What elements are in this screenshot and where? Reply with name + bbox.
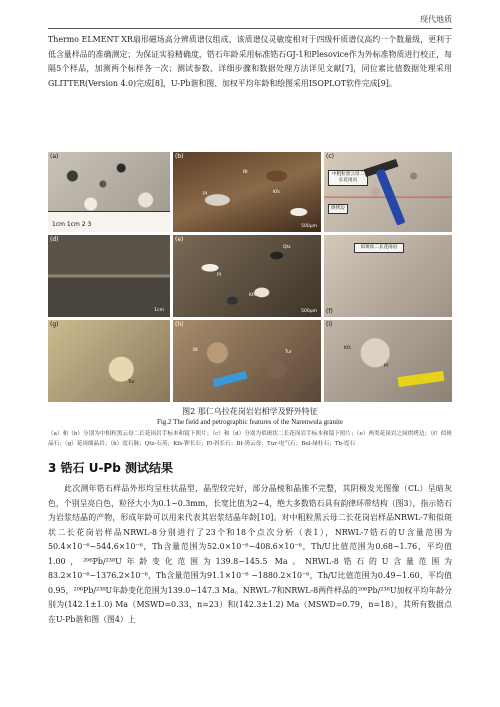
sign-baked-margin: 烘烤边: [328, 204, 348, 214]
sign-porphyritic-unit: 似斑状二长花岗岩: [354, 243, 404, 253]
figure-2: [48, 152, 452, 402]
mineral-label: Tur: [285, 350, 292, 355]
mineral-label: Qtz: [283, 245, 291, 250]
figure-caption-cn: 图2 那仁乌拉花岗岩岩相学及野外特征: [182, 407, 318, 416]
mineral-label: Kfs: [273, 190, 280, 195]
ruler-label: 1cm 1cm 2 3: [52, 221, 92, 228]
panel-d-hand-specimen: [48, 235, 170, 317]
mineral-label: Bt: [243, 170, 248, 175]
section-paragraph: 此次测年锆石样品外形均呈柱状晶型，晶型较完好，部分晶棱和晶锥不完整，其阴极发光图像（CL）呈暗灰色，个别呈亮白色，粒径大小为0.1~0.3mm，长宽比值为2~4，绝大多数锆石具有韵律环带结构（图3），指示锆石为岩浆结晶的产物，形成年龄可以用来代表其岩浆结晶年龄[10]。对中粗粒黑云母二长花岗岩样品NRWL-7和似斑状二长花岗岩样品NRWL-8分别进行了23个和18个点次分析（表1），NRWL-7锆石的U含量范围为50.4×10⁻⁶~544.6×10⁻⁶，Th含量范围为52.0×10⁻⁶~408.6×10⁻⁶，Th/U比值范围为0.68~1.76，平均值1.00，²⁰⁶Pb/²³⁸U年龄变化范围为139.8~145.5 Ma。NRWL-8锆石的U含量范围为83.2×10⁻⁶~1376.2×10⁻⁶，Th含量范围为91.1×10⁻⁶ ~1880.2×10⁻⁶，Th/U比值范围为0.49~1.60，平均值0.95，²⁰⁶Pb/²³⁸U年龄变化范围为139.0~147.3 Ma。NRWL-7和NRWL-8两件样品的²⁰⁶Pb/²³⁸U加权平均年龄分别为(142.1±1.0) Ma（MSWD=0.33，n=23）和(142.3±1.2) Ma（MSWD=0.79，n=18），其所有数据点在U-Pb谐和图（图4）上: [48, 484, 452, 624]
hammer-handle: [375, 168, 405, 225]
mineral-label: Kfs: [249, 293, 256, 298]
panel-label: (c): [326, 153, 334, 160]
scale-bar-label: 500μm: [301, 224, 317, 229]
panel-c-field-contact: [324, 152, 452, 232]
panel-f-field: [324, 235, 452, 317]
panel-h-outcrop: [173, 320, 321, 402]
figure-caption-en: Fig.2 The field and petrographic features of the Narenwula granite: [156, 418, 344, 426]
mineral-label: Pl: [384, 364, 388, 369]
panel-label: (d): [50, 236, 59, 243]
panel-label: (b): [175, 153, 184, 160]
sign-upper-unit: 中粗粒黑云母二长花岗岩: [328, 170, 368, 186]
scale-tag: [398, 371, 445, 387]
panel-b-micrograph: [173, 152, 321, 232]
mineral-label: Pl: [291, 212, 295, 217]
panel-label: (a): [50, 153, 59, 160]
panel-label: (f): [326, 308, 333, 315]
mineral-label: Bt: [193, 348, 198, 353]
scale-tag: [213, 371, 248, 388]
intro-paragraph: Thermo ELMENT XR扇形磁场高分辨质谱仪组成，该质谱仪灵敏度相对于四级杆质谱仪高约一个数量级，更利于低含量样品的准确测定；为保证实验精确度，锆石年龄采用标准锆石GJ-1和Plesovice作为外标准物质进行校正，每隔5个样品，加测两个标样各一次；测试参数、详细步骤和数据处理方法详见文献[7]，同位素比值数据处理采用GLITTER(Version 4.0)完成[8]，U-Pb谐和图、加权平均年龄和绘图采用ISOPLOT软件完成[9]。: [48, 35, 452, 88]
panel-e-micrograph: [173, 235, 321, 317]
panel-label: (i): [326, 321, 333, 328]
panel-g-outcrop: [48, 320, 170, 402]
panel-label: (h): [175, 321, 184, 328]
panel-i-outcrop: [324, 320, 452, 402]
mineral-label: Pl: [203, 192, 207, 197]
ruler: [48, 211, 170, 232]
panel-a-hand-specimen: [48, 152, 170, 232]
mineral-label: Tur: [128, 380, 135, 385]
figure-note: （a）和（b）分别为中粗粒黑云母二长花岗岩手标本和镜下照片；（c）和（d）分别为似斑状二长花岗岩手标本和镜下照片；（e）两类花岗岩之间烘烤边；（f）似斑晶石；（g）花岗细晶岩；（h）霓石脉；Qtz-石英；Kfs-钾长石；Pl-斜长石；Bt-黑云母；Tur-电气石；Bel-绿柱石；Tb-霓石: [48, 431, 452, 447]
scale-bar-label: 1cm: [154, 308, 164, 313]
scale-bar-label: 500μm: [301, 309, 317, 314]
panel-label: (e): [175, 236, 184, 243]
panel-label: (g): [50, 321, 59, 328]
mineral-label: Kfs: [344, 346, 351, 351]
section-heading: 3 锆石 U-Pb 测试结果: [48, 461, 173, 475]
journal-header: 现代地质: [48, 14, 452, 29]
mineral-label: Pl: [217, 273, 221, 278]
